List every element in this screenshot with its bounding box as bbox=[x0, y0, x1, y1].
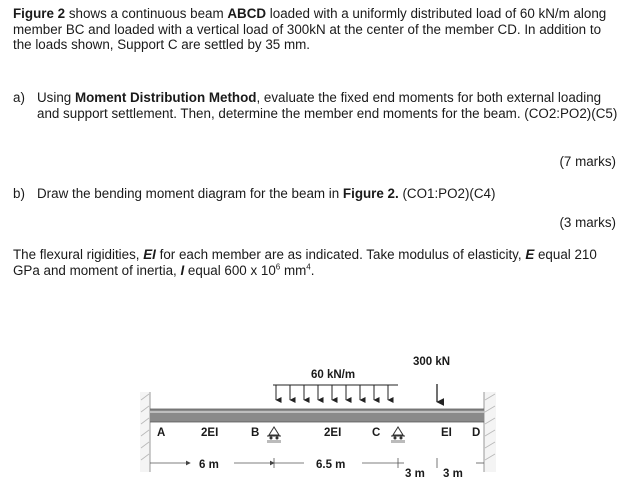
roller-support-b bbox=[267, 427, 281, 443]
part-a-text: Using Moment Distribution Method, evaluate the fixed end moments for both external loading and support settlement. Then, determine the member end moments for the beam. (CO2:PO2)(C5) bbox=[37, 90, 618, 121]
rigidity-paragraph: The flexural rigidities, EI for each member are as indicated. Take modulus of elasticity, E equal 210 GPa and moment of inertia, I equal 600 x $10^6$ $mm^4$. bbox=[13, 247, 597, 278]
point-load-label: 300 kN bbox=[413, 356, 451, 368]
part-b-marks: (3 marks) bbox=[559, 215, 616, 230]
problem-intro: Figure 2 shows a continuous beam ABCD loaded with a uniformly distributed load of 60 kN/m along member BC and loaded with a vertical load of 300kN at the center of the member CD. In addition to the loads shown, Support C are settled by 35 mm. bbox=[13, 6, 607, 53]
method-name: Moment Distribution Method bbox=[74, 90, 257, 105]
beam-figure bbox=[0, 340, 632, 493]
udl-label: 60 kN/m bbox=[311, 369, 356, 381]
fixed-support-right bbox=[484, 392, 496, 472]
node-c-label: C bbox=[372, 427, 381, 439]
i-symbol: I bbox=[180, 262, 185, 278]
node-a-label: A bbox=[157, 427, 166, 439]
figure-reference: Figure 2. bbox=[342, 186, 399, 201]
beam bbox=[150, 409, 484, 422]
part-a-marks: (7 marks) bbox=[559, 154, 616, 169]
span-cd1-label: 3 m bbox=[405, 468, 425, 480]
node-d-label: D bbox=[472, 427, 481, 439]
node-b-label: B bbox=[251, 427, 260, 439]
beam-name: ABCD bbox=[227, 6, 267, 21]
rigidity-cd: EI bbox=[441, 427, 452, 439]
span-bc-label: 6.5 m bbox=[316, 459, 346, 471]
ei-symbol: EI bbox=[143, 247, 156, 262]
roller-support-c bbox=[391, 427, 405, 443]
e-symbol: E bbox=[525, 247, 535, 262]
part-a-label: a) bbox=[13, 90, 25, 105]
figure-reference: Figure 2 bbox=[13, 6, 66, 21]
distributed-load bbox=[273, 385, 398, 400]
span-cd2-label: 3 m bbox=[443, 468, 463, 480]
rigidity-ab: 2EI bbox=[201, 427, 219, 439]
part-b-label: b) bbox=[13, 186, 25, 201]
part-b-text: Draw the bending moment diagram for the beam in Figure 2. (CO1:PO2)(C4) bbox=[37, 186, 496, 201]
rigidity-bc: 2EI bbox=[324, 427, 342, 439]
span-ab-label: 6 m bbox=[199, 459, 219, 471]
fixed-support-left bbox=[140, 392, 150, 472]
